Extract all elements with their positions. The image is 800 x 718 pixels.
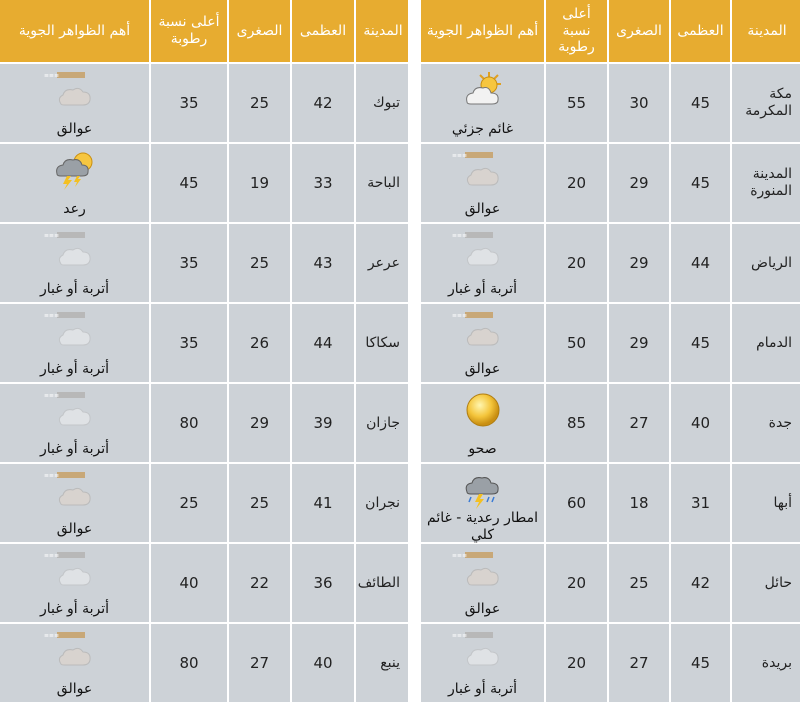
min-temp-cell: 25 <box>227 224 290 304</box>
max-temp-cell: 42 <box>290 64 354 144</box>
condition-cell <box>0 384 149 464</box>
condition-cell <box>0 544 149 624</box>
city-cell: عرعر <box>354 224 408 304</box>
condition-label: عوالق <box>56 681 93 698</box>
header-min: الصغرى <box>227 0 290 64</box>
min-temp-cell: 27 <box>227 624 290 704</box>
humidity-cell: 50 <box>544 304 607 384</box>
header-min: الصغرى <box>607 0 669 64</box>
humidity-cell: 55 <box>544 64 607 144</box>
header-humidity: أعلى نسبة رطوبة <box>544 0 607 64</box>
dust-icon <box>43 390 97 430</box>
thunder-rain-icon <box>461 470 505 510</box>
svg-text:≡≡≡: ≡≡≡ <box>43 632 59 640</box>
min-temp-cell: 19 <box>227 144 290 224</box>
humidity-cell: 60 <box>544 464 607 544</box>
min-temp-cell: 29 <box>607 304 669 384</box>
city-cell: الرياض <box>730 224 800 304</box>
condition-cell <box>421 304 544 384</box>
table-row <box>421 544 800 624</box>
condition-cell <box>421 624 544 704</box>
min-temp-cell: 25 <box>227 464 290 544</box>
max-temp-cell: 40 <box>290 624 354 704</box>
max-temp-cell: 45 <box>669 64 730 144</box>
max-temp-cell: 42 <box>669 544 730 624</box>
city-cell: نجران <box>354 464 408 544</box>
min-temp-cell: 26 <box>227 304 290 384</box>
condition-cell <box>421 64 544 144</box>
min-temp-cell: 29 <box>607 144 669 224</box>
table-row <box>0 384 408 464</box>
header-max: العظمى <box>290 0 354 64</box>
condition-label: أتربة أو غبار <box>447 281 518 298</box>
max-temp-cell: 45 <box>669 304 730 384</box>
humidity-cell: 20 <box>544 624 607 704</box>
dust-haze-icon <box>43 470 97 510</box>
city-cell: حائل <box>730 544 800 624</box>
header-conditions: أهم الظواهر الجوية <box>421 0 544 64</box>
condition-label: امطار رعدية - غائم كلي <box>427 510 538 543</box>
table-header <box>0 0 408 64</box>
table-row <box>0 224 408 304</box>
condition-cell <box>0 304 149 384</box>
city-cell: جازان <box>354 384 408 464</box>
table-row <box>421 144 800 224</box>
weather-table-right <box>421 0 800 704</box>
city-cell: الباحة <box>354 144 408 224</box>
min-temp-cell: 22 <box>227 544 290 624</box>
condition-label: عوالق <box>464 201 501 218</box>
humidity-cell: 40 <box>149 544 227 624</box>
header-city: المدينة <box>730 0 800 64</box>
min-temp-cell: 25 <box>607 544 669 624</box>
city-cell: أبها <box>730 464 800 544</box>
condition-cell <box>421 384 544 464</box>
header-city: المدينة <box>354 0 408 64</box>
humidity-cell: 80 <box>149 384 227 464</box>
svg-text:≡≡≡: ≡≡≡ <box>43 312 59 320</box>
min-temp-cell: 27 <box>607 384 669 464</box>
header-max: العظمى <box>669 0 730 64</box>
condition-label: أتربة أو غبار <box>39 601 110 618</box>
svg-text:≡≡≡: ≡≡≡ <box>451 232 467 240</box>
condition-cell <box>421 464 544 544</box>
max-temp-cell: 31 <box>669 464 730 544</box>
condition-cell <box>0 64 149 144</box>
dust-icon <box>43 550 97 590</box>
max-temp-cell: 45 <box>669 624 730 704</box>
dust-icon <box>451 230 505 270</box>
dust-haze-icon <box>451 150 505 190</box>
city-cell: تبوك <box>354 64 408 144</box>
max-temp-cell: 43 <box>290 224 354 304</box>
partly-cloudy-icon <box>461 70 505 110</box>
thunderstorm-icon <box>53 150 97 190</box>
city-cell: المدينة المنورة <box>730 144 800 224</box>
min-temp-cell: 29 <box>227 384 290 464</box>
city-cell: الطائف <box>354 544 408 624</box>
condition-cell <box>421 544 544 624</box>
condition-label: عوالق <box>56 121 93 138</box>
condition-label: أتربة أو غبار <box>39 441 110 458</box>
condition-label: أتربة أو غبار <box>39 361 110 378</box>
city-cell: بريدة <box>730 624 800 704</box>
humidity-cell: 20 <box>544 224 607 304</box>
condition-cell <box>421 144 544 224</box>
condition-cell <box>0 224 149 304</box>
humidity-cell: 20 <box>544 144 607 224</box>
humidity-cell: 80 <box>149 624 227 704</box>
table-row <box>421 464 800 544</box>
city-cell: سكاكا <box>354 304 408 384</box>
humidity-cell: 25 <box>149 464 227 544</box>
max-temp-cell: 45 <box>669 144 730 224</box>
max-temp-cell: 40 <box>669 384 730 464</box>
dust-icon <box>451 630 505 670</box>
table-row <box>0 144 408 224</box>
condition-cell <box>0 464 149 544</box>
humidity-cell: 20 <box>544 544 607 624</box>
table-row <box>0 64 408 144</box>
condition-label: أتربة أو غبار <box>447 681 518 698</box>
city-cell: جدة <box>730 384 800 464</box>
condition-label: عوالق <box>464 361 501 378</box>
min-temp-cell: 29 <box>607 224 669 304</box>
humidity-cell: 35 <box>149 224 227 304</box>
max-temp-cell: 44 <box>669 224 730 304</box>
header-humidity: أعلى نسبة رطوبة <box>149 0 227 64</box>
min-temp-cell: 27 <box>607 624 669 704</box>
min-temp-cell: 25 <box>227 64 290 144</box>
table-row <box>0 624 408 704</box>
svg-text:≡≡≡: ≡≡≡ <box>451 312 467 320</box>
svg-text:≡≡≡: ≡≡≡ <box>43 72 59 80</box>
svg-text:≡≡≡: ≡≡≡ <box>451 552 467 560</box>
dust-haze-icon <box>451 310 505 350</box>
svg-text:≡≡≡: ≡≡≡ <box>43 392 59 400</box>
condition-label: أتربة أو غبار <box>39 281 110 298</box>
svg-text:≡≡≡: ≡≡≡ <box>451 632 467 640</box>
table-row <box>0 464 408 544</box>
humidity-cell: 35 <box>149 304 227 384</box>
table-row <box>421 224 800 304</box>
table-header <box>421 0 800 64</box>
max-temp-cell: 39 <box>290 384 354 464</box>
svg-text:≡≡≡: ≡≡≡ <box>43 232 59 240</box>
condition-label: غائم جزئي <box>451 121 514 138</box>
city-cell: مكة المكرمة <box>730 64 800 144</box>
header-conditions: أهم الظواهر الجوية <box>0 0 149 64</box>
table-row <box>421 624 800 704</box>
table-row <box>0 304 408 384</box>
condition-label: رعد <box>63 201 86 218</box>
city-cell: الدمام <box>730 304 800 384</box>
condition-label: عوالق <box>56 521 93 538</box>
humidity-cell: 35 <box>149 64 227 144</box>
dust-icon <box>43 310 97 350</box>
dust-haze-icon <box>43 70 97 110</box>
min-temp-cell: 30 <box>607 64 669 144</box>
table-row <box>421 64 800 144</box>
dust-haze-icon <box>43 630 97 670</box>
humidity-cell: 85 <box>544 384 607 464</box>
dust-icon <box>43 230 97 270</box>
city-cell: ينبع <box>354 624 408 704</box>
max-temp-cell: 44 <box>290 304 354 384</box>
table-row <box>421 384 800 464</box>
dust-haze-icon <box>451 550 505 590</box>
table-row <box>0 544 408 624</box>
svg-text:≡≡≡: ≡≡≡ <box>451 152 467 160</box>
max-temp-cell: 36 <box>290 544 354 624</box>
svg-text:≡≡≡: ≡≡≡ <box>43 552 59 560</box>
sunny-icon <box>461 390 505 430</box>
condition-cell <box>0 624 149 704</box>
svg-text:≡≡≡: ≡≡≡ <box>43 472 59 480</box>
condition-cell <box>421 224 544 304</box>
condition-label: عوالق <box>464 601 501 618</box>
humidity-cell: 45 <box>149 144 227 224</box>
condition-label: صحو <box>468 441 497 458</box>
max-temp-cell: 41 <box>290 464 354 544</box>
min-temp-cell: 18 <box>607 464 669 544</box>
condition-cell <box>0 144 149 224</box>
table-row <box>421 304 800 384</box>
max-temp-cell: 33 <box>290 144 354 224</box>
